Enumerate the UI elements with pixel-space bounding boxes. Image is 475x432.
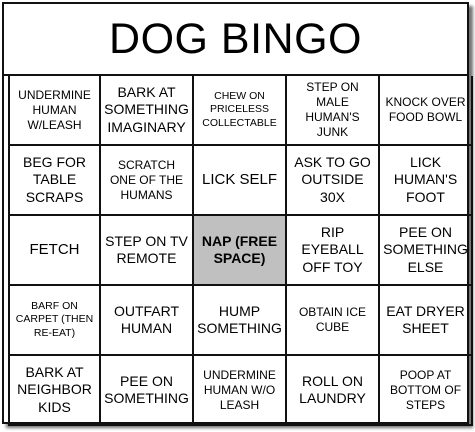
bingo-square: PEE ON SOMETHING — [101, 356, 194, 426]
bingo-square: ASK TO GO OUTSIDE 30X — [287, 146, 380, 216]
bingo-card — [2, 2, 469, 424]
bingo-square: UNDERMINE HUMAN W/O LEASH — [194, 356, 287, 426]
bingo-square: PEE ON SOMETHING ELSE — [380, 216, 473, 286]
bingo-square: BARF ON CARPET (THEN RE-EAT) — [8, 286, 101, 356]
bingo-square: UNDERMINE HUMAN W/LEASH — [8, 76, 101, 146]
bingo-square: OUTFART HUMAN — [101, 286, 194, 356]
bingo-square: KNOCK OVER FOOD BOWL — [380, 76, 473, 146]
bingo-square: BARK AT NEIGHBOR KIDS — [8, 356, 101, 426]
bingo-title: DOG BINGO — [4, 4, 467, 76]
bingo-square: STEP ON MALE HUMAN'S JUNK — [287, 76, 380, 146]
bingo-grid — [8, 76, 473, 426]
bingo-square: ROLL ON LAUNDRY — [287, 356, 380, 426]
bingo-square: BEG FOR TABLE SCRAPS — [8, 146, 101, 216]
bingo-square: CHEW ON PRICELESS COLLECTABLE — [194, 76, 287, 146]
bingo-square: BARK AT SOMETHING IMAGINARY — [101, 76, 194, 146]
bingo-square: EAT DRYER SHEET — [380, 286, 473, 356]
free-space-square: NAP (FREE SPACE) — [194, 216, 287, 286]
bingo-square: POOP AT BOTTOM OF STEPS — [380, 356, 473, 426]
bingo-square: OBTAIN ICE CUBE — [287, 286, 380, 356]
bingo-square: SCRATCH ONE OF THE HUMANS — [101, 146, 194, 216]
bingo-square: HUMP SOMETHING — [194, 286, 287, 356]
bingo-square: RIP EYEBALL OFF TOY — [287, 216, 380, 286]
bingo-square: LICK HUMAN'S FOOT — [380, 146, 473, 216]
bingo-square: STEP ON TV REMOTE — [101, 216, 194, 286]
bingo-square: FETCH — [8, 216, 101, 286]
bingo-square: LICK SELF — [194, 146, 287, 216]
